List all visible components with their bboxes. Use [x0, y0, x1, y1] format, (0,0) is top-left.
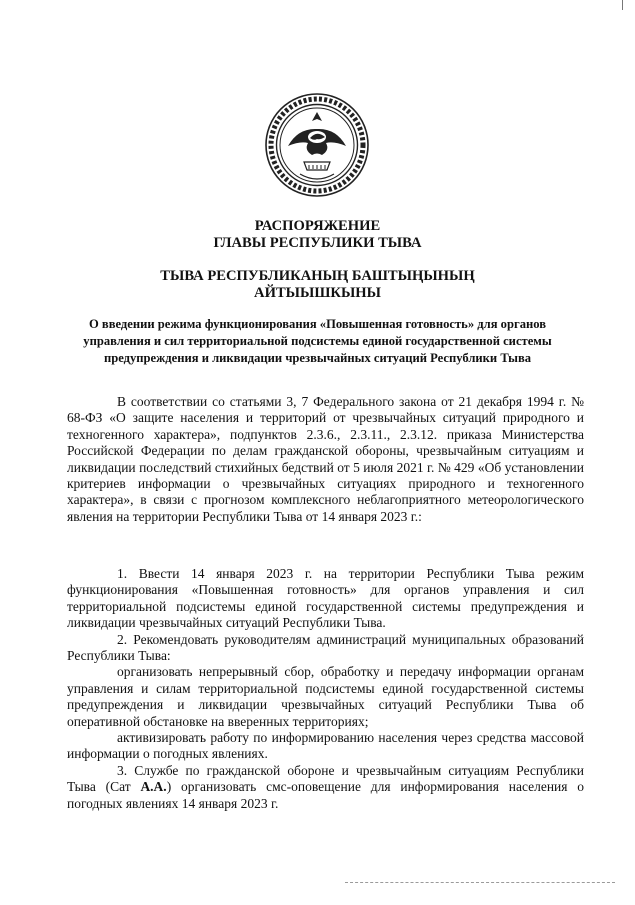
preamble — [67, 394, 584, 525]
item-1: 1. Ввести 14 января 2023 г. на территории Республики Тыва режим функционирования «Повышенная готовность» для органов управления и сил территориальной подсистемы единой государственной системы предупреждения и ликвидации чрезвычайных ситуаций Республики Тыва. — [67, 566, 584, 631]
item-3-text-b: ) организовать смс-оповещение для информирования населения о погодных явлениях 14 января 2023 г. — [67, 779, 584, 811]
item-2-bullet-b: активизировать работу по информированию населения через средства массовой информации о погодных явлениях. — [67, 730, 584, 762]
item-2-bullet-a: организовать непрерывный сбор, обработку и передачу информации органам управления и силам территориальной подсистемы единой государственной системы предупреждения и ликвидации чрезвычайных ситуаций Республики Тыва об оперативной обстановке на вверенных территориях; — [67, 664, 584, 729]
item-3-text-a: 3. Службе по гражданской обороне и чрезвычайным ситуациям Республики Тыва (Сат — [67, 762, 584, 795]
preamble-paragraph: В соответствии со статьями 3, 7 Федерального закона от 21 декабря 1994 г. № 68-ФЗ «О защите населения и территорий от чрезвычайных ситуаций природного и техногенного характера», подпунктов 2.3.6., 2.3.11., 2.3.12. приказа Министерства Российской Федерации по делам гражданской обороны, чрезвычайным ситуациям и ликвидации последствий стихийных бедствий от 5 июля 2021 г. № 429 «Об установлении критериев информации о чрезвычайных ситуациях природного и техногенного характера», в связи с прогнозом комплексного неблагоприятного метеорологического явления на территории Республики Тыва от 14 января 2023 г.: — [67, 394, 584, 524]
title-line-1: РАСПОРЯЖЕНИЕ — [254, 218, 381, 234]
document-subject: О введении режима функционирования «Повышенная готовность» для органов управления и сил территориальной подсистемы единой государственной системы предупреждения и ликвидации чрезвычайных ситуаций Республики Тыва — [83, 317, 552, 365]
document-title-tuvan — [40, 268, 595, 302]
title-tuvan-line-2: АЙТЫЫШКЫНЫ — [254, 285, 381, 301]
scan-edge-mark — [622, 0, 623, 10]
title-tuvan-line-1: ТЫВА РЕСПУБЛИКАНЫҢ БАШТЫҢЫНЫҢ — [160, 268, 475, 284]
item-3 — [67, 763, 584, 812]
item-3-initials: А.А. — [140, 779, 167, 795]
scan-bottom-line — [345, 882, 615, 883]
item-2: 2. Рекомендовать руководителям администраций муниципальных образований Республики Тыва: — [67, 631, 584, 664]
title-line-2: ГЛАВЫ РЕСПУБЛИКИ ТЫВА — [213, 235, 422, 251]
document-title — [40, 218, 595, 252]
coat-of-arms-emblem — [264, 92, 370, 198]
order-items — [67, 566, 584, 812]
